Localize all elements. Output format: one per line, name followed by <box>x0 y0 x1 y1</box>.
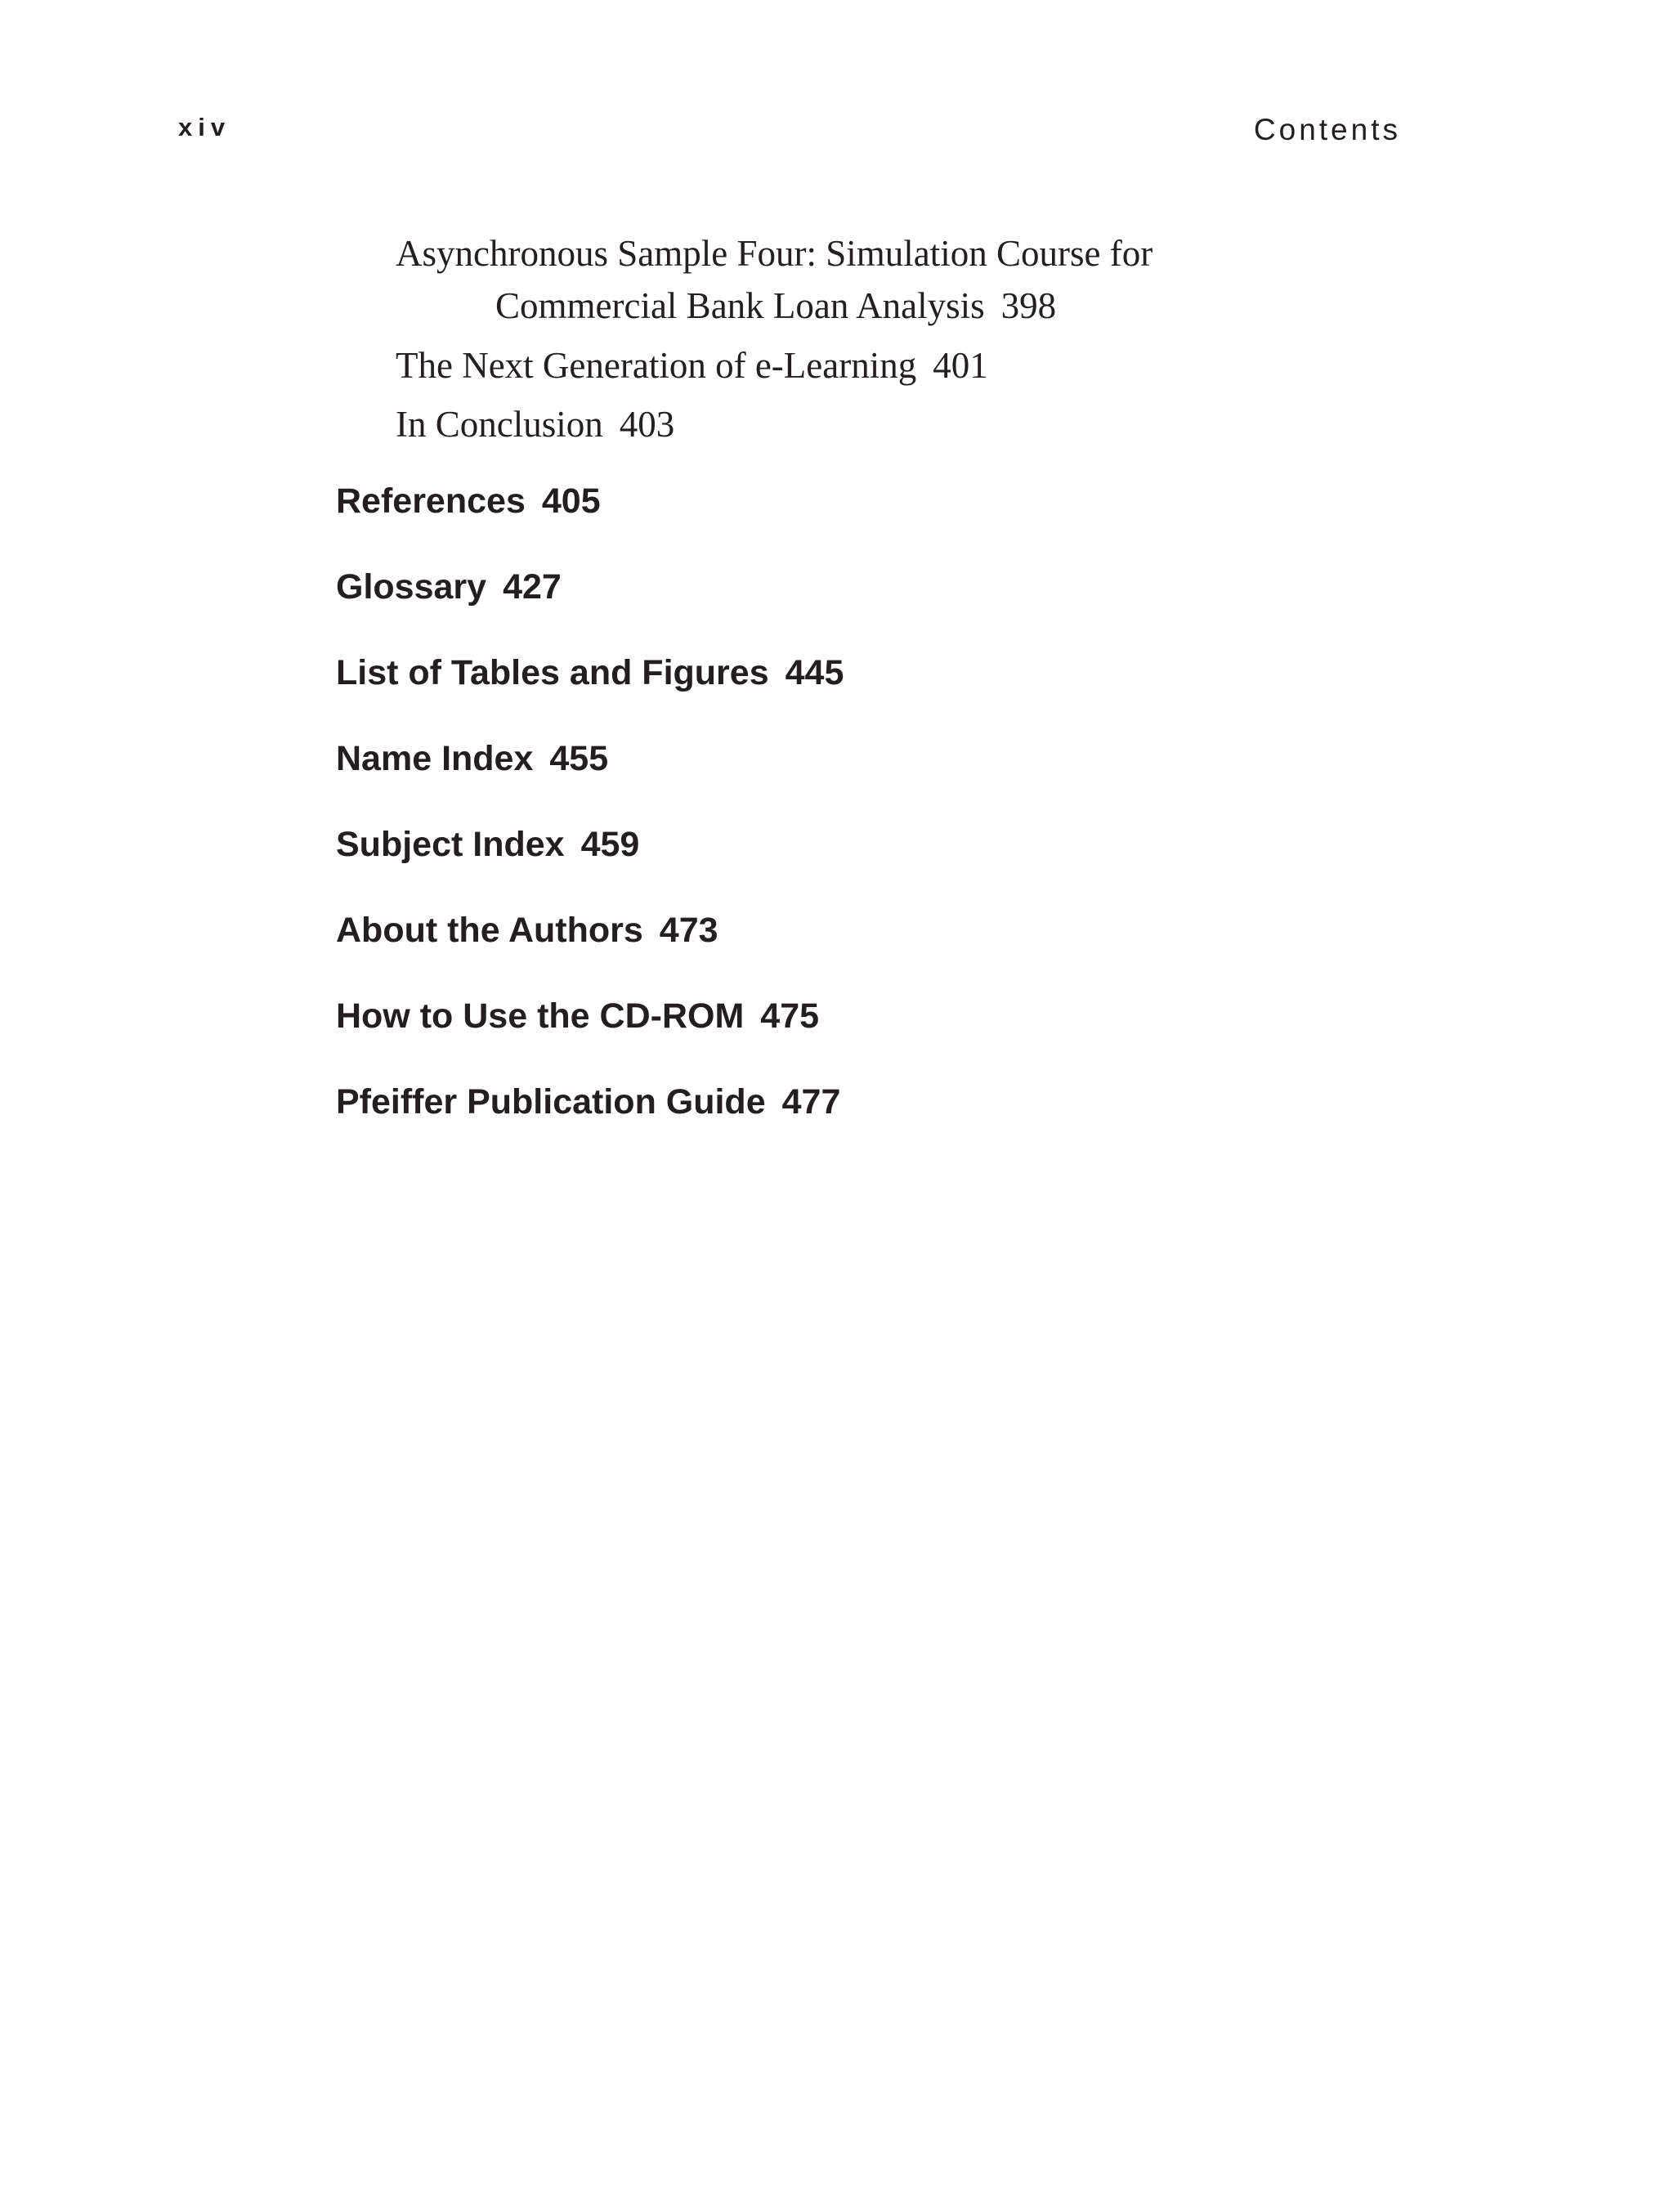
toc-entry-title: List of Tables and Figures <box>336 653 769 692</box>
toc-page-number: 403 <box>619 404 675 445</box>
toc-entry[interactable] <box>336 478 601 524</box>
toc-entry[interactable] <box>336 1079 840 1125</box>
toc-page-number: 475 <box>760 996 820 1036</box>
page-number: xiv <box>178 113 231 141</box>
toc-entry[interactable] <box>336 564 562 610</box>
running-head-title: Contents <box>1253 113 1401 146</box>
toc-subentry-title: Asynchronous Sample Four: Simulation Course for <box>396 233 1153 274</box>
toc-entry-title: Name Index <box>336 739 534 778</box>
toc-entry-title: Pfeiffer Publication Guide <box>336 1082 766 1122</box>
toc-subentry-title-line2: Commercial Bank Loan Analysis <box>495 285 985 326</box>
toc-subentry-title-continuation <box>396 280 1153 332</box>
toc-page-number: 405 <box>541 481 601 521</box>
toc-page-number: 427 <box>503 567 562 607</box>
toc-entry-title: How to Use the CD-ROM <box>336 996 745 1036</box>
toc-subentry[interactable] <box>396 398 674 450</box>
toc-entry-title: References <box>336 481 526 521</box>
toc-entry[interactable] <box>336 822 639 867</box>
toc-entry[interactable] <box>336 736 608 781</box>
toc-entry[interactable] <box>336 907 718 953</box>
toc-page-number: 473 <box>659 911 718 950</box>
toc-subentry[interactable] <box>396 227 1153 332</box>
toc-entry-title: Glossary <box>336 567 487 607</box>
toc-page-number: 477 <box>781 1082 841 1122</box>
toc-page-number: 445 <box>785 653 844 692</box>
toc-entry-title: About the Authors <box>336 911 643 950</box>
toc-subentry-title: In Conclusion <box>396 404 603 445</box>
toc-page-number: 459 <box>580 825 640 864</box>
toc-page-number: 455 <box>549 739 609 778</box>
toc-subentry-title: The Next Generation of e-Learning <box>396 345 917 386</box>
toc-entry[interactable] <box>336 650 844 696</box>
toc-page-number: 398 <box>1000 285 1057 326</box>
toc-entry[interactable] <box>336 993 819 1039</box>
toc-page-number: 401 <box>933 345 988 386</box>
toc-entry-title: Subject Index <box>336 825 565 864</box>
running-head <box>0 113 1674 154</box>
toc-subentry[interactable] <box>396 339 988 392</box>
